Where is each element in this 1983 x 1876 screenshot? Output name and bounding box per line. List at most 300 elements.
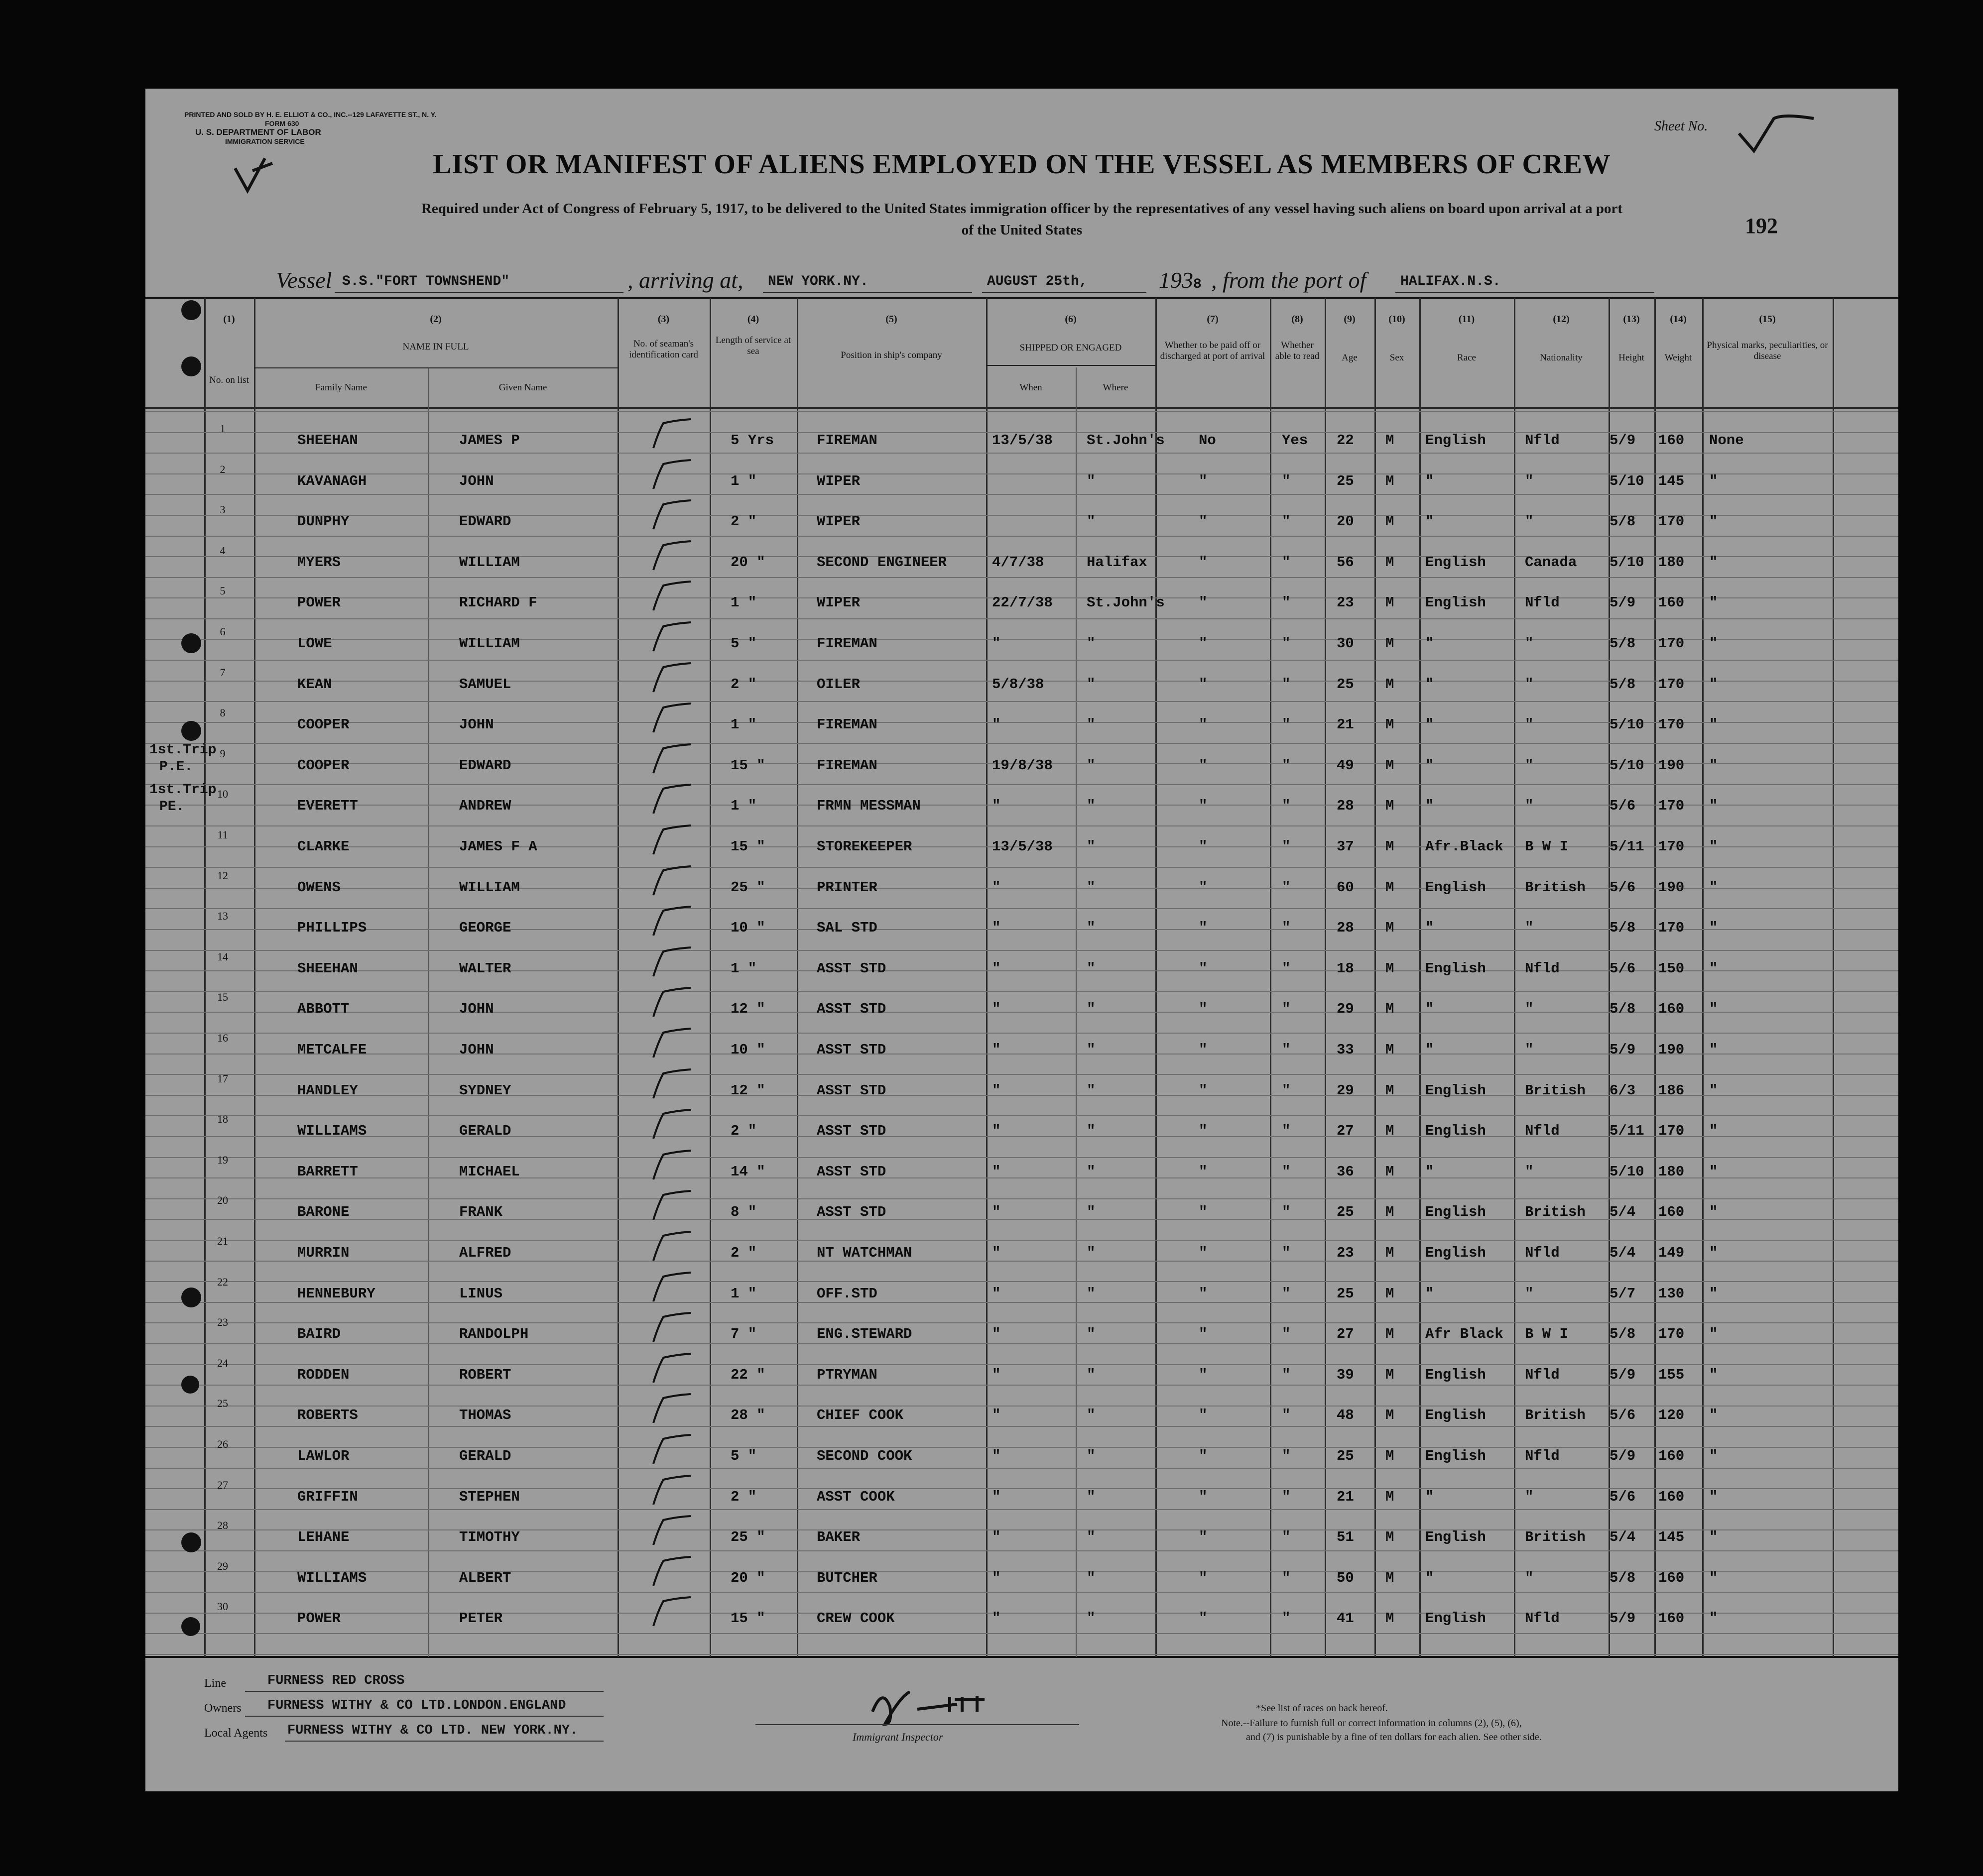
cell-marks: " xyxy=(1709,879,1718,896)
cell-nat: Nfld xyxy=(1525,1123,1560,1140)
cell-length: 14 " xyxy=(731,1163,765,1180)
cell-position: NT WATCHMAN xyxy=(817,1245,912,1261)
cell-length: 2 " xyxy=(731,1123,757,1140)
cell-nat: Nfld xyxy=(1525,1448,1560,1464)
cell-length: 8 " xyxy=(731,1204,757,1221)
cell-length: 5 " xyxy=(731,635,757,652)
cell-paid: " xyxy=(1199,554,1208,571)
line-label: Line xyxy=(204,1677,226,1690)
cell-height: 5/10 xyxy=(1610,716,1644,733)
cell-height: 5/11 xyxy=(1610,1123,1644,1140)
cell-position: ASST STD xyxy=(817,1082,886,1099)
column-divider xyxy=(1325,298,1326,1657)
cell-length: 15 " xyxy=(731,838,765,855)
cell-read: " xyxy=(1282,1610,1291,1627)
cell-family: WILLIAMS xyxy=(297,1123,367,1140)
cell-where: " xyxy=(1087,1366,1096,1383)
ruled-line xyxy=(145,577,1898,578)
cell-marks: " xyxy=(1709,1245,1718,1261)
cell-position: OILER xyxy=(817,676,861,693)
cell-paid: " xyxy=(1199,676,1208,693)
cell-position: WIPER xyxy=(817,513,861,530)
cell-where: " xyxy=(1087,1529,1096,1546)
cell-read: " xyxy=(1282,1529,1291,1546)
cell-marks: " xyxy=(1709,798,1718,815)
cell-paid: " xyxy=(1199,716,1208,733)
cell-sex: M xyxy=(1385,432,1394,449)
cell-sex: M xyxy=(1385,1245,1394,1261)
id-card-tick-icon xyxy=(648,1027,693,1061)
cell-position: ASST STD xyxy=(817,1001,886,1018)
cell-nat: " xyxy=(1525,920,1534,937)
cell-marks: " xyxy=(1709,757,1718,774)
id-card-tick-icon xyxy=(648,702,693,736)
cell-family: LEHANE xyxy=(297,1529,350,1546)
column-header-age: Age xyxy=(1342,352,1358,363)
cell-race: " xyxy=(1425,635,1434,652)
cell-when: " xyxy=(992,1163,1001,1180)
cell-family: MURRIN xyxy=(297,1245,350,1261)
cell-family: RODDEN xyxy=(297,1366,350,1383)
column-number: (10) xyxy=(1388,314,1405,325)
cell-when: 13/5/38 xyxy=(992,432,1053,449)
header-bottom-border xyxy=(145,407,1898,409)
cell-where: " xyxy=(1087,676,1096,693)
row-number: 8 xyxy=(220,706,226,719)
ruled-line xyxy=(145,1550,1898,1551)
cell-when: " xyxy=(992,1569,1001,1586)
cell-family: MYERS xyxy=(297,554,341,571)
cell-height: 5/10 xyxy=(1610,1163,1644,1180)
cell-sex: M xyxy=(1385,1569,1394,1586)
ruled-line xyxy=(145,1343,1898,1344)
cell-paid: " xyxy=(1199,594,1208,611)
cell-given: MICHAEL xyxy=(459,1163,520,1180)
cell-race: " xyxy=(1425,757,1434,774)
cell-nat: Nfld xyxy=(1525,432,1560,449)
cell-nat: Canada xyxy=(1525,554,1577,571)
cell-marks: " xyxy=(1709,554,1718,571)
column-divider xyxy=(618,298,619,1657)
id-card-tick-icon xyxy=(648,905,693,939)
cell-marks: " xyxy=(1709,472,1718,489)
cell-where: " xyxy=(1087,1569,1096,1586)
cell-nat: B W I xyxy=(1525,838,1569,855)
column-header-physical: Physical marks, peculiarities, or disease xyxy=(1707,340,1828,361)
cell-weight: 180 xyxy=(1658,1163,1685,1180)
row-number: 27 xyxy=(217,1478,228,1491)
cell-read: " xyxy=(1282,838,1291,855)
row-number: 6 xyxy=(220,625,226,638)
cell-race: " xyxy=(1425,798,1434,815)
row-number: 17 xyxy=(217,1072,228,1085)
cell-marks: " xyxy=(1709,635,1718,652)
cell-sex: M xyxy=(1385,798,1394,815)
cell-height: 5/9 xyxy=(1610,594,1636,611)
owners-label: Owners xyxy=(204,1702,242,1715)
cell-nat: Nfld xyxy=(1525,1610,1560,1627)
arrival-year: 1938 xyxy=(1159,267,1202,293)
penalty-note-2: and (7) is punishable by a fine of ten dollars for each alien. See other side. xyxy=(1246,1732,1542,1743)
cell-read: " xyxy=(1282,798,1291,815)
cell-race: " xyxy=(1425,1163,1434,1180)
cell-where: " xyxy=(1087,472,1096,489)
margin-note-row-9: 1st.Trip P.E. xyxy=(149,742,217,775)
cell-nat: " xyxy=(1525,1569,1534,1586)
column-header-position: Position in ship's company xyxy=(841,350,942,360)
cell-when: " xyxy=(992,1042,1001,1058)
cell-family: LAWLOR xyxy=(297,1448,350,1464)
cell-race: Afr.Black xyxy=(1425,838,1503,855)
cell-weight: 190 xyxy=(1658,1042,1685,1058)
row-number: 14 xyxy=(217,950,228,963)
ruled-line xyxy=(145,1302,1898,1303)
from-port-label: , from the port of xyxy=(1211,267,1366,293)
cell-paid: " xyxy=(1199,1529,1208,1546)
cell-age: 49 xyxy=(1337,757,1354,774)
column-divider xyxy=(1654,298,1656,1657)
cell-family: PHILLIPS xyxy=(297,920,367,937)
cell-family: EVERETT xyxy=(297,798,358,815)
punch-hole xyxy=(181,1376,199,1394)
cell-length: 15 " xyxy=(731,757,765,774)
cell-where: St.John's xyxy=(1087,594,1165,611)
cell-sex: M xyxy=(1385,1042,1394,1058)
cell-age: 29 xyxy=(1337,1001,1354,1018)
subtitle-line-1: Required under Act of Congress of February 5, 1917, to be delivered to the United States immigration officer by the representatives of any vessel having such aliens on board upon arrival at a port xyxy=(421,201,1623,217)
cell-age: 18 xyxy=(1337,960,1354,977)
column-number: (11) xyxy=(1458,314,1475,325)
row-number: 11 xyxy=(217,828,228,841)
column-number: (4) xyxy=(747,314,759,325)
cell-weight: 190 xyxy=(1658,757,1685,774)
header-subdivider xyxy=(254,367,618,368)
column-header-no-on-list: No. on list xyxy=(209,375,249,385)
cell-age: 20 xyxy=(1337,513,1354,530)
cell-sex: M xyxy=(1385,1529,1394,1546)
cell-nat: " xyxy=(1525,1488,1534,1505)
cell-nat: " xyxy=(1525,716,1534,733)
row-number: 1 xyxy=(220,422,226,435)
column-divider xyxy=(1374,298,1376,1657)
cell-sex: M xyxy=(1385,676,1394,693)
cell-sex: M xyxy=(1385,838,1394,855)
cell-height: 5/7 xyxy=(1610,1285,1636,1302)
cell-height: 5/8 xyxy=(1610,676,1636,693)
cell-paid: " xyxy=(1199,1610,1208,1627)
cell-read: " xyxy=(1282,472,1291,489)
column-header-length-service: Length of service at sea xyxy=(715,335,791,356)
printer-line: PRINTED AND SOLD BY H. E. ELLIOT & CO., INC.--129 LAFAYETTE ST., N. Y. xyxy=(184,111,437,118)
cell-read: " xyxy=(1282,554,1291,571)
row-number: 13 xyxy=(217,910,228,923)
cell-where: " xyxy=(1087,1163,1096,1180)
ruled-line xyxy=(145,1385,1898,1386)
cell-race: Afr Black xyxy=(1425,1326,1503,1343)
cell-nat: British xyxy=(1525,1529,1586,1546)
row-number: 15 xyxy=(217,991,228,1004)
ruled-line xyxy=(145,825,1898,826)
punch-hole xyxy=(181,1288,201,1307)
cell-length: 25 " xyxy=(731,1529,765,1546)
cell-length: 2 " xyxy=(731,1245,757,1261)
cell-marks: " xyxy=(1709,716,1718,733)
column-header-weight: Weight xyxy=(1664,352,1692,363)
cell-height: 5/4 xyxy=(1610,1245,1636,1261)
cell-race: English xyxy=(1425,1366,1486,1383)
cell-weight: 145 xyxy=(1658,472,1685,489)
cell-where: " xyxy=(1087,1285,1096,1302)
id-card-tick-icon xyxy=(648,1433,693,1468)
cell-marks: " xyxy=(1709,1407,1718,1424)
cell-family: ROBERTS xyxy=(297,1407,358,1424)
arrival-port: NEW YORK.NY. xyxy=(768,274,868,289)
cell-sex: M xyxy=(1385,472,1394,489)
cell-family: KAVANAGH xyxy=(297,472,367,489)
cell-weight: 186 xyxy=(1658,1082,1685,1099)
cell-height: 5/9 xyxy=(1610,432,1636,449)
cell-family: HENNEBURY xyxy=(297,1285,375,1302)
cell-paid: " xyxy=(1199,513,1208,530)
ruled-line xyxy=(145,1157,1898,1158)
cell-paid: " xyxy=(1199,1407,1208,1424)
service: IMMIGRATION SERVICE xyxy=(225,137,305,145)
cell-weight: 170 xyxy=(1658,676,1685,693)
column-divider xyxy=(1833,298,1834,1657)
cell-where: " xyxy=(1087,1001,1096,1018)
cell-position: BAKER xyxy=(817,1529,861,1546)
cell-where: " xyxy=(1087,1204,1096,1221)
cell-age: 23 xyxy=(1337,594,1354,611)
id-card-tick-icon xyxy=(648,1271,693,1305)
cell-height: 5/6 xyxy=(1610,960,1636,977)
cell-race: " xyxy=(1425,1042,1434,1058)
cell-sex: M xyxy=(1385,554,1394,571)
cell-marks: " xyxy=(1709,676,1718,693)
cell-paid: " xyxy=(1199,798,1208,815)
ruled-line xyxy=(145,1406,1898,1407)
column-header-able-read: Whether able to read xyxy=(1275,340,1320,361)
cell-length: 12 " xyxy=(731,1082,765,1099)
cell-height: 5/6 xyxy=(1610,1407,1636,1424)
cell-nat: Nfld xyxy=(1525,1366,1560,1383)
cell-marks: " xyxy=(1709,1123,1718,1140)
cell-position: SECOND COOK xyxy=(817,1448,912,1464)
cell-where: " xyxy=(1087,757,1096,774)
cell-position: ASST STD xyxy=(817,1163,886,1180)
column-header-paid-off: Whether to be paid off or discharged at port of arrival xyxy=(1160,340,1265,361)
ruled-line xyxy=(145,784,1898,785)
arrival-date: AUGUST 25th, xyxy=(987,274,1088,289)
cell-paid: " xyxy=(1199,1163,1208,1180)
cell-given: JOHN xyxy=(459,716,494,733)
cell-family: POWER xyxy=(297,594,341,611)
id-card-tick-icon xyxy=(648,458,693,493)
ruled-line xyxy=(145,743,1898,744)
cell-read: " xyxy=(1282,1042,1291,1058)
ruled-line xyxy=(145,991,1898,992)
cell-marks: " xyxy=(1709,1488,1718,1505)
ruled-line xyxy=(145,1115,1898,1116)
cell-where: " xyxy=(1087,879,1096,896)
agents-value: FURNESS WITHY & CO LTD. NEW YORK.NY. xyxy=(287,1723,578,1738)
cell-paid: " xyxy=(1199,1448,1208,1464)
cell-weight: 120 xyxy=(1658,1407,1685,1424)
row-number: 25 xyxy=(217,1397,228,1410)
cell-marks: " xyxy=(1709,1448,1718,1464)
cell-height: 5/6 xyxy=(1610,1488,1636,1505)
cell-length: 25 " xyxy=(731,879,765,896)
cell-sex: M xyxy=(1385,716,1394,733)
arriving-label: , arriving at, xyxy=(627,267,744,293)
cell-sex: M xyxy=(1385,1448,1394,1464)
form-number: FORM 630 xyxy=(265,119,299,127)
column-header-id-card: No. of seaman's identification card xyxy=(629,339,698,360)
cell-position: STOREKEEPER xyxy=(817,838,912,855)
row-number: 22 xyxy=(217,1275,228,1288)
cell-given: ANDREW xyxy=(459,798,511,815)
cell-sex: M xyxy=(1385,594,1394,611)
cell-nat: " xyxy=(1525,1001,1534,1018)
cell-where: " xyxy=(1087,1610,1096,1627)
cell-age: 41 xyxy=(1337,1610,1354,1627)
cell-marks: " xyxy=(1709,1001,1718,1018)
column-number: (8) xyxy=(1291,314,1303,325)
cell-age: 25 xyxy=(1337,472,1354,489)
cell-weight: 155 xyxy=(1658,1366,1685,1383)
cell-length: 1 " xyxy=(731,960,757,977)
cell-position: BUTCHER xyxy=(817,1569,877,1586)
column-divider xyxy=(986,298,988,1657)
id-card-tick-icon xyxy=(648,539,693,574)
cell-position: ASST STD xyxy=(817,1204,886,1221)
cell-family: GRIFFIN xyxy=(297,1488,358,1505)
cell-given: JOHN xyxy=(459,1001,494,1018)
id-card-tick-icon xyxy=(648,823,693,858)
cell-length: 7 " xyxy=(731,1326,757,1343)
cell-read: " xyxy=(1282,1163,1291,1180)
cell-age: 37 xyxy=(1337,838,1354,855)
cell-marks: " xyxy=(1709,1163,1718,1180)
cell-family: BAIRD xyxy=(297,1326,341,1343)
column-header-name-in-full: NAME IN FULL xyxy=(402,342,469,352)
cell-when: " xyxy=(992,920,1001,937)
cell-family: DUNPHY xyxy=(297,513,350,530)
ruled-line xyxy=(145,1364,1898,1365)
column-divider xyxy=(204,298,206,1657)
cell-read: Yes xyxy=(1282,432,1308,449)
cell-race: " xyxy=(1425,716,1434,733)
subheader-family-name: Family Name xyxy=(315,382,367,393)
cell-paid: " xyxy=(1199,1245,1208,1261)
row-number: 24 xyxy=(217,1356,228,1369)
cell-nat: " xyxy=(1525,1285,1534,1302)
cell-read: " xyxy=(1282,1407,1291,1424)
cell-age: 39 xyxy=(1337,1366,1354,1383)
cell-nat: " xyxy=(1525,1163,1534,1180)
cell-length: 20 " xyxy=(731,1569,765,1586)
cell-given: TIMOTHY xyxy=(459,1529,520,1546)
cell-read: " xyxy=(1282,1569,1291,1586)
column-divider xyxy=(797,298,798,1657)
cell-length: 2 " xyxy=(731,1488,757,1505)
cell-paid: No xyxy=(1199,432,1216,449)
table-bottom-border xyxy=(145,1656,1898,1658)
cell-paid: " xyxy=(1199,1082,1208,1099)
cell-age: 51 xyxy=(1337,1529,1354,1546)
cell-position: OFF.STD xyxy=(817,1285,877,1302)
cell-given: EDWARD xyxy=(459,757,511,774)
cell-length: 10 " xyxy=(731,1042,765,1058)
cell-race: English xyxy=(1425,1245,1486,1261)
cell-when: " xyxy=(992,635,1001,652)
cell-age: 29 xyxy=(1337,1082,1354,1099)
cell-race: English xyxy=(1425,1204,1486,1221)
cell-when: " xyxy=(992,1448,1001,1464)
cell-nat: " xyxy=(1525,635,1534,652)
cell-paid: " xyxy=(1199,1123,1208,1140)
column-number: (2) xyxy=(430,314,442,325)
cell-given: ROBERT xyxy=(459,1366,511,1383)
cell-marks: " xyxy=(1709,1042,1718,1058)
cell-family: BARRETT xyxy=(297,1163,358,1180)
cell-sex: M xyxy=(1385,1082,1394,1099)
row-number: 16 xyxy=(217,1032,228,1044)
cell-when: 13/5/38 xyxy=(992,838,1053,855)
cell-race: English xyxy=(1425,594,1486,611)
cell-family: BARONE xyxy=(297,1204,350,1221)
column-divider xyxy=(1270,298,1271,1657)
cell-length: 5 Yrs xyxy=(731,432,774,449)
cell-read: " xyxy=(1282,513,1291,530)
row-number: 18 xyxy=(217,1113,228,1126)
cell-position: ENG.STEWARD xyxy=(817,1326,912,1343)
ruled-line xyxy=(145,1281,1898,1282)
cell-sex: M xyxy=(1385,1326,1394,1343)
ruled-line xyxy=(145,1198,1898,1199)
ruled-line xyxy=(145,494,1898,495)
cell-weight: 190 xyxy=(1658,879,1685,896)
id-card-tick-icon xyxy=(648,580,693,614)
cell-given: PETER xyxy=(459,1610,503,1627)
cell-when: 4/7/38 xyxy=(992,554,1044,571)
column-header-race: Race xyxy=(1457,352,1476,363)
cell-marks: " xyxy=(1709,513,1718,530)
cell-family: ABBOTT xyxy=(297,1001,350,1018)
cell-nat: " xyxy=(1525,798,1534,815)
cell-nat: Nfld xyxy=(1525,1245,1560,1261)
cell-weight: 180 xyxy=(1658,554,1685,571)
cell-paid: " xyxy=(1199,1042,1208,1058)
cell-weight: 160 xyxy=(1658,594,1685,611)
column-divider xyxy=(254,298,255,1657)
column-number: (13) xyxy=(1623,314,1640,325)
row-number: 4 xyxy=(220,544,226,557)
cell-age: 28 xyxy=(1337,920,1354,937)
column-number: (1) xyxy=(223,314,235,325)
punch-hole xyxy=(181,721,201,741)
cell-paid: " xyxy=(1199,879,1208,896)
cell-paid: " xyxy=(1199,757,1208,774)
ruled-line xyxy=(145,908,1898,909)
cell-where: " xyxy=(1087,838,1096,855)
cell-height: 5/8 xyxy=(1610,920,1636,937)
cell-read: " xyxy=(1282,1204,1291,1221)
row-number: 3 xyxy=(220,503,226,516)
cell-given: JAMES P xyxy=(459,432,520,449)
cell-nat: Nfld xyxy=(1525,594,1560,611)
cell-family: CLARKE xyxy=(297,838,350,855)
